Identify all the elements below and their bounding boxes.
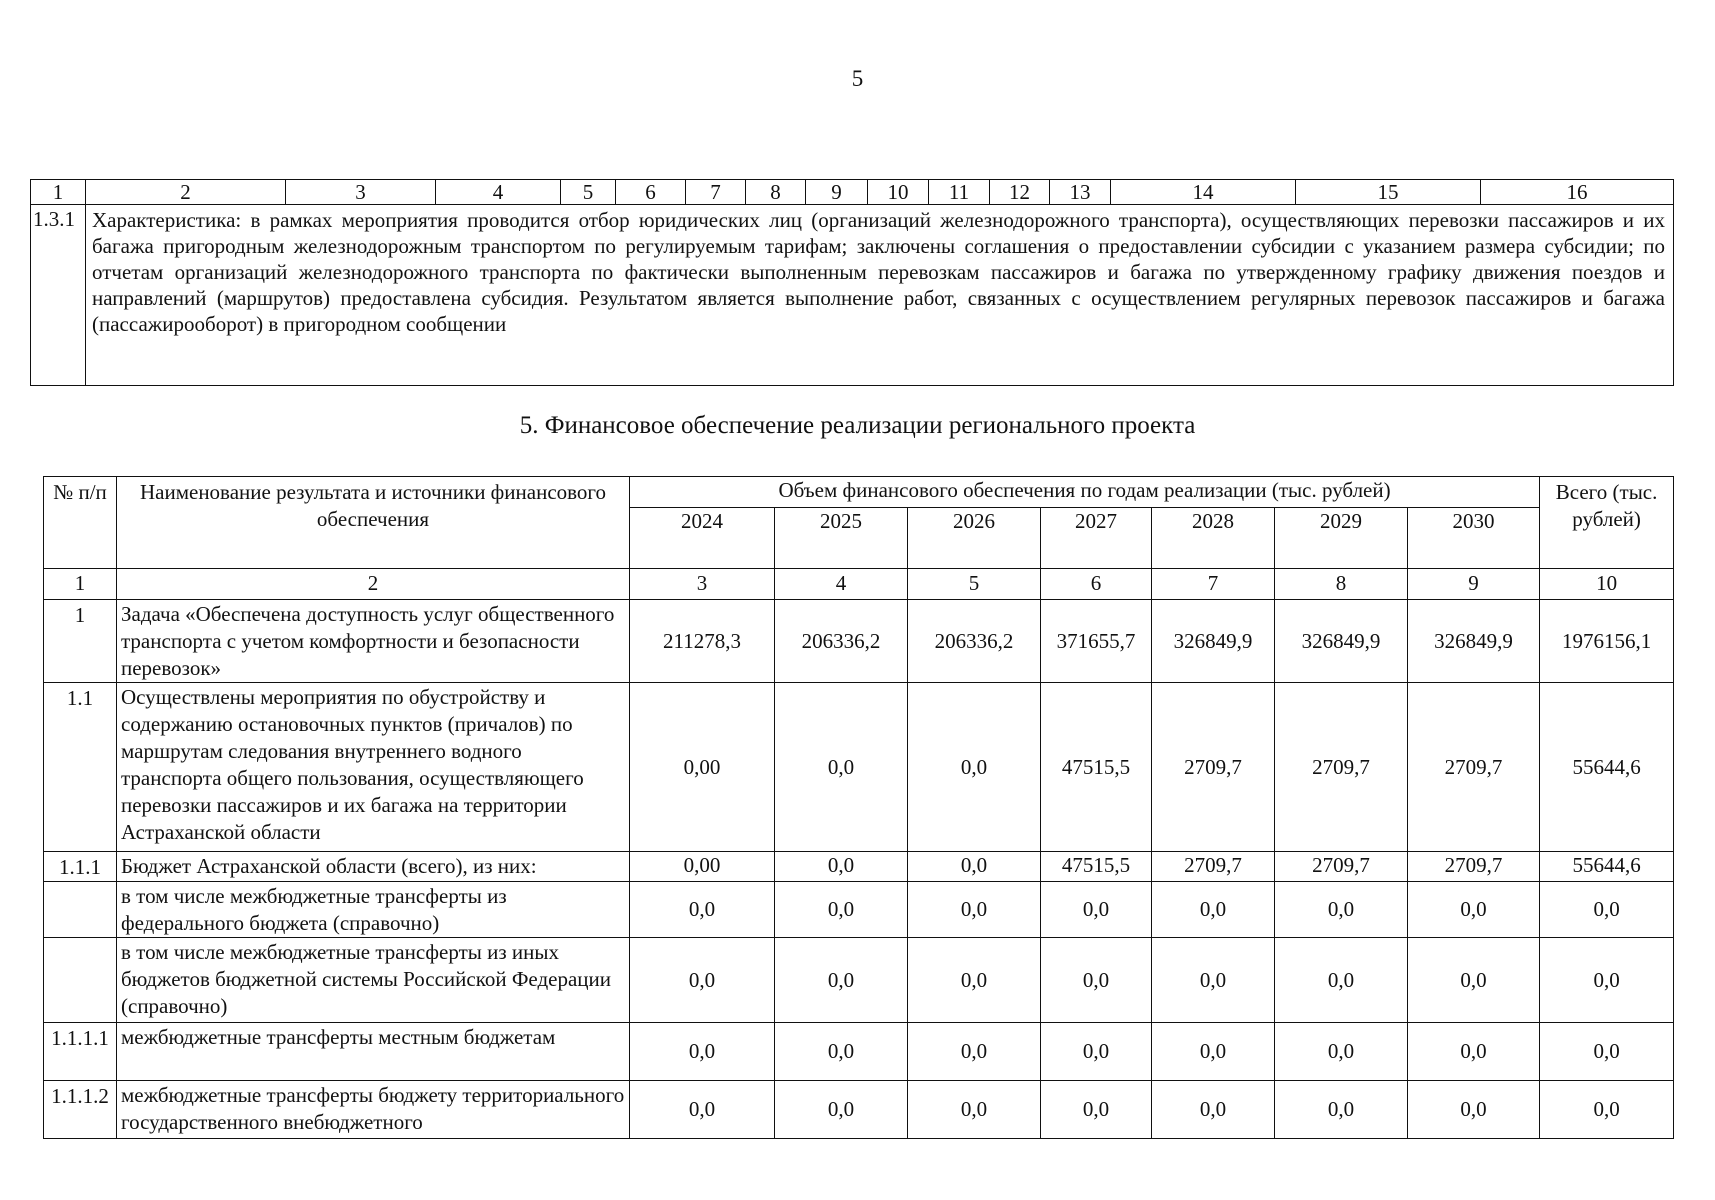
column-number: 11 <box>929 180 990 205</box>
value-2025: 0,0 <box>775 1023 908 1081</box>
table-row <box>44 852 1674 882</box>
value-2028: 326849,9 <box>1152 600 1275 683</box>
row-name: Задача «Обеспечена доступность услуг общественного транспорта с учетом комфортности и безопасности перевозок» <box>117 600 630 683</box>
value-2029: 0,0 <box>1275 882 1408 938</box>
value-2025: 206336,2 <box>775 600 908 683</box>
value-2027: 0,0 <box>1041 882 1152 938</box>
value-2029: 0,0 <box>1275 938 1408 1023</box>
column-index: 1 <box>44 569 117 600</box>
value-2025: 0,0 <box>775 938 908 1023</box>
column-number: 6 <box>616 180 686 205</box>
row-name: в том числе межбюджетные трансферты из иных бюджетов бюджетной системы Российской Федерации (справочно) <box>117 938 630 1023</box>
value-2029: 0,0 <box>1275 1081 1408 1139</box>
value-2027: 0,0 <box>1041 938 1152 1023</box>
header-total: Всего (тыс. рублей) <box>1540 477 1674 569</box>
column-number: 2 <box>86 180 286 205</box>
value-total: 55644,6 <box>1540 852 1674 882</box>
column-number: 5 <box>561 180 616 205</box>
column-number: 12 <box>990 180 1050 205</box>
header-row <box>44 477 1674 508</box>
row-number <box>44 938 117 1023</box>
header-name: Наименование результата и источники финансового обеспечения <box>117 477 630 569</box>
row-number: 1.1.1.2 <box>44 1081 117 1139</box>
value-2027: 0,0 <box>1041 1023 1152 1081</box>
value-2030: 0,0 <box>1408 882 1540 938</box>
value-2024: 0,0 <box>630 938 775 1023</box>
year-2027: 2027 <box>1041 508 1152 569</box>
value-2030: 0,0 <box>1408 1023 1540 1081</box>
row-number: 1.3.1 <box>31 205 86 386</box>
header-volume: Объем финансового обеспечения по годам реализации (тыс. рублей) <box>630 477 1540 508</box>
table-row <box>44 600 1674 683</box>
value-2025: 0,0 <box>775 882 908 938</box>
year-2028: 2028 <box>1152 508 1275 569</box>
value-2029: 326849,9 <box>1275 600 1408 683</box>
finance-table <box>43 476 1674 1139</box>
value-2028: 0,0 <box>1152 1023 1275 1081</box>
value-2026: 0,0 <box>908 1023 1041 1081</box>
section-title: 5. Финансовое обеспечение реализации регионального проекта <box>519 412 1196 439</box>
column-index: 8 <box>1275 569 1408 600</box>
continuation-table <box>30 179 1674 386</box>
column-index: 4 <box>775 569 908 600</box>
year-2030: 2030 <box>1408 508 1540 569</box>
column-number: 14 <box>1111 180 1296 205</box>
column-index: 5 <box>908 569 1041 600</box>
value-total: 0,0 <box>1540 1081 1674 1139</box>
page-number: 5 <box>851 66 864 91</box>
value-2029: 2709,7 <box>1275 852 1408 882</box>
row-name: межбюджетные трансферты бюджету территориального государственного внебюджетного <box>117 1081 630 1139</box>
column-index-row <box>44 569 1674 600</box>
year-2025: 2025 <box>775 508 908 569</box>
value-2026: 0,0 <box>908 1081 1041 1139</box>
value-2024: 0,0 <box>630 882 775 938</box>
year-2029: 2029 <box>1275 508 1408 569</box>
table-row <box>44 938 1674 1023</box>
row-number <box>44 882 117 938</box>
value-2028: 2709,7 <box>1152 683 1275 852</box>
column-number: 16 <box>1481 180 1674 205</box>
value-2029: 0,0 <box>1275 1023 1408 1081</box>
value-2027: 371655,7 <box>1041 600 1152 683</box>
column-number: 8 <box>746 180 806 205</box>
value-2026: 0,0 <box>908 938 1041 1023</box>
value-2028: 0,0 <box>1152 882 1275 938</box>
value-2029: 2709,7 <box>1275 683 1408 852</box>
value-2024: 0,0 <box>630 1081 775 1139</box>
column-index: 7 <box>1152 569 1275 600</box>
value-2025: 0,0 <box>775 1081 908 1139</box>
row-number: 1.1.1.1 <box>44 1023 117 1081</box>
year-2024: 2024 <box>630 508 775 569</box>
row-name: в том числе межбюджетные трансферты из федерального бюджета (справочно) <box>117 882 630 938</box>
column-number: 9 <box>806 180 868 205</box>
value-total: 1976156,1 <box>1540 600 1674 683</box>
value-2026: 0,0 <box>908 683 1041 852</box>
column-number: 1 <box>31 180 86 205</box>
column-index: 6 <box>1041 569 1152 600</box>
value-2030: 2709,7 <box>1408 852 1540 882</box>
column-index: 3 <box>630 569 775 600</box>
value-2030: 0,0 <box>1408 938 1540 1023</box>
value-2030: 2709,7 <box>1408 683 1540 852</box>
value-2024: 0,00 <box>630 683 775 852</box>
column-number: 3 <box>286 180 436 205</box>
table-row <box>44 683 1674 852</box>
value-2027: 0,0 <box>1041 1081 1152 1139</box>
row-name: Бюджет Астраханской области (всего), из них: <box>117 852 630 882</box>
row-number: 1.1.1 <box>44 852 117 882</box>
row-name: межбюджетные трансферты местным бюджетам <box>117 1023 630 1081</box>
value-2028: 0,0 <box>1152 1081 1275 1139</box>
year-2026: 2026 <box>908 508 1041 569</box>
value-2028: 2709,7 <box>1152 852 1275 882</box>
value-total: 0,0 <box>1540 882 1674 938</box>
value-total: 55644,6 <box>1540 683 1674 852</box>
column-index: 10 <box>1540 569 1674 600</box>
characteristic-text: Характеристика: в рамках мероприятия проводится отбор юридических лиц (организаций железнодорожного транспорта), осуществляющих перевозки пассажиров и их багажа пригородным железнодорожным транспортом по регулируемым тарифам; заключены соглашения о предоставлении субсидии с указанием размера субсидии; по отчетам организаций железнодорожного транспорта по фактически выполненным перевозкам пассажиров и багажа по утвержденному графику движения поездов и направлений (маршрутов) предоставлена субсидия. Результатом является выполнение работ, связанных с осуществлением регулярных перевозок пассажиров и багажа (пассажирооборот) в пригородном сообщении <box>86 205 1674 386</box>
value-2025: 0,0 <box>775 852 908 882</box>
value-2024: 0,00 <box>630 852 775 882</box>
value-2027: 47515,5 <box>1041 852 1152 882</box>
value-2026: 0,0 <box>908 882 1041 938</box>
column-number: 13 <box>1050 180 1111 205</box>
value-2028: 0,0 <box>1152 938 1275 1023</box>
table-row <box>44 1023 1674 1081</box>
header-num: № п/п <box>44 477 117 569</box>
row-number: 1.1 <box>44 683 117 852</box>
value-2027: 47515,5 <box>1041 683 1152 852</box>
table-row <box>44 1081 1674 1139</box>
value-2030: 0,0 <box>1408 1081 1540 1139</box>
table-row <box>44 882 1674 938</box>
column-index: 2 <box>117 569 630 600</box>
column-number: 15 <box>1296 180 1481 205</box>
column-number: 7 <box>686 180 746 205</box>
value-total: 0,0 <box>1540 1023 1674 1081</box>
column-number: 4 <box>436 180 561 205</box>
column-number-row <box>31 180 1674 205</box>
value-2024: 211278,3 <box>630 600 775 683</box>
value-2026: 0,0 <box>908 852 1041 882</box>
value-2026: 206336,2 <box>908 600 1041 683</box>
row-name: Осуществлены мероприятия по обустройству и содержанию остановочных пунктов (причалов) по маршрутам следования внутреннего водного транспорта общего пользования, осуществляющего перевозки пассажиров и их багажа на территории Астраханской области <box>117 683 630 852</box>
column-number: 10 <box>868 180 929 205</box>
description-row <box>31 205 1674 386</box>
column-index: 9 <box>1408 569 1540 600</box>
row-number: 1 <box>44 600 117 683</box>
value-2025: 0,0 <box>775 683 908 852</box>
value-2024: 0,0 <box>630 1023 775 1081</box>
value-2030: 326849,9 <box>1408 600 1540 683</box>
value-total: 0,0 <box>1540 938 1674 1023</box>
